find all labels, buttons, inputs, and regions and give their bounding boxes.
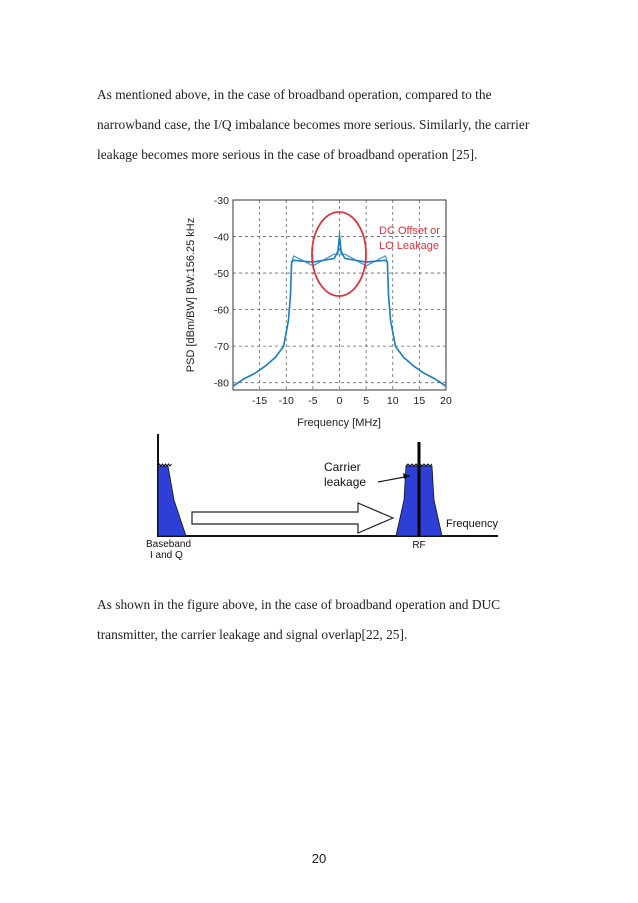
text-line: narrowband case, the I/Q imbalance becomes more serious. Similarly, the carrier — [97, 117, 530, 132]
baseband-label: Baseband — [146, 539, 192, 550]
y-tick-labels — [214, 195, 229, 390]
annotation-text: LO Leakage — [379, 240, 439, 252]
baseband-label: I and Q — [150, 550, 183, 561]
x-tick-label: 20 — [440, 395, 452, 407]
text-line: As shown in the figure above, in the case of broadband operation and DUC — [97, 597, 501, 612]
frequency-label: Frequency — [446, 518, 498, 530]
text-line: transmitter, the carrier leakage and signal overlap[22, 25]. — [97, 627, 408, 642]
carrier-label: leakage — [324, 475, 367, 489]
x-tick-label: 5 — [363, 395, 370, 407]
y-axis-label: PSD [dBm/BW] BW:156.25 kHz — [185, 217, 197, 373]
annotation-text: DC Offset or — [379, 225, 440, 237]
x-tick-label: -15 — [252, 395, 268, 407]
x-axis-label: Frequency [MHz] — [297, 417, 381, 429]
y-tick-label: -30 — [213, 195, 229, 207]
text-line: As mentioned above, in the case of broadband operation, compared to the — [97, 87, 492, 102]
y-tick-label: -80 — [213, 377, 229, 390]
dc-offset-circle — [312, 212, 366, 296]
x-tick-label: -5 — [308, 395, 318, 407]
y-tick-label: -50 — [213, 268, 229, 281]
frequency-shift-arrow — [192, 503, 393, 533]
page-number: 20 — [311, 851, 327, 866]
carrier-leakage-diagram — [138, 432, 503, 562]
baseband-spectrum — [158, 466, 186, 536]
y-tick-label: -40 — [213, 231, 229, 244]
x-tick-label: 15 — [413, 395, 426, 407]
x-tick-label: -10 — [278, 395, 294, 407]
rf-label: RF — [412, 540, 426, 551]
paragraph-conclusion — [97, 590, 567, 650]
y-tick-label: -70 — [213, 341, 229, 354]
psd-chart — [180, 188, 460, 433]
y-tick-label: -60 — [213, 304, 229, 317]
paragraph-intro — [97, 80, 567, 170]
text-line: leakage becomes more serious in the case of broadband operation [25]. — [97, 147, 478, 162]
x-tick-labels — [252, 395, 452, 407]
carrier-label: Carrier — [324, 460, 361, 474]
x-tick-label: 10 — [386, 395, 399, 407]
x-tick-label: 0 — [336, 395, 343, 407]
